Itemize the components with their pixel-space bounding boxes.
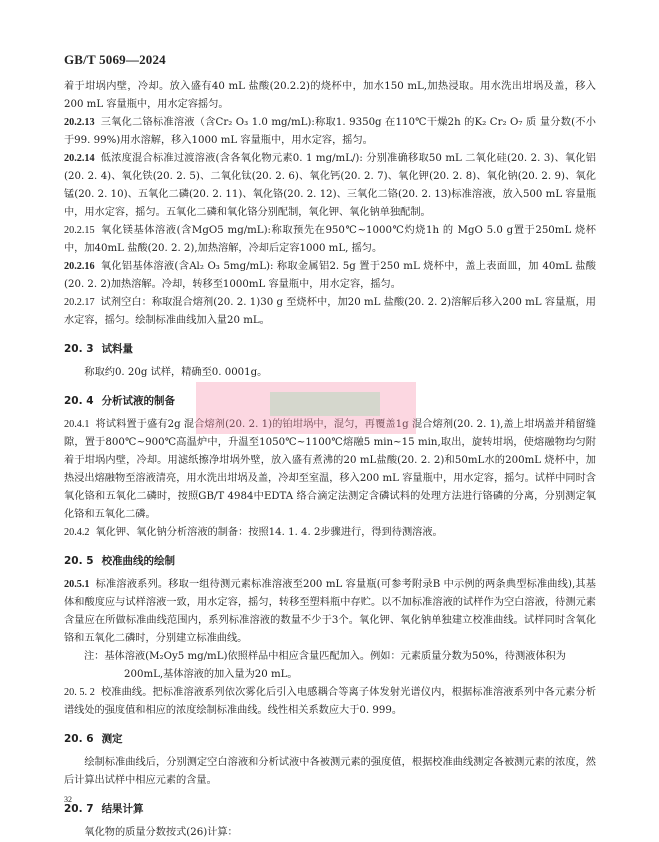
clause-number: 20.5.1 (64, 579, 90, 590)
clause-number: 20.4.1 (64, 419, 90, 430)
clause-number: 20.2.14 (64, 153, 95, 164)
clause-item (64, 258, 596, 294)
clause-item (64, 294, 596, 330)
clause-item (64, 114, 596, 150)
clause-text: 氧化镁基体溶液(含MgO5 mg/mL):称取预先在950℃~1000℃灼烧1h 的 MgO 5.0 g置于250mL 烧杯中，加40mL 盐酸(20. 2. 2),加热溶解，冷却后定容1000 mL, 摇匀。 (64, 225, 596, 254)
section-number: 20. 6 (64, 733, 94, 745)
document-body (64, 78, 596, 842)
clause-text: 将试料置于盛有2g 混合熔剂(20. 2. 1)的铂坩埚中，混匀，再覆盖1g 混合熔剂(20. 2. 1),盖上坩埚盖并稍留缝隙，置于800℃~900℃高温炉中，升温至1050℃~1100℃熔融5 min~15 min,取出，旋转坩埚，使熔融物均匀附着于坩埚内壁，冷却。用滤纸擦净坩埚外壁，放入盛有煮沸的20 mL盐酸(20. 2. 2)和50mL水的200mL 烧杯中，加热浸出熔融物至溶液清亮，用水洗出坩埚及盖，冷却至室温，移入200 mL 容量瓶中，用水定容，摇匀。试样中同时含氧化铬和五氧化二磷时，按照GB/T 4984中EDTA 络合滴定法测定含磷试料的处理方法进行铬磷的分离，分别测定氧化铬和五氧化二磷。 (64, 419, 596, 520)
page-number: 32 (64, 795, 72, 804)
section-number: 20. 3 (64, 343, 94, 355)
section-20-7-text: 氧化物的质量分数按式(26)计算： (84, 827, 238, 838)
section-title: 校准曲线的绘制 (101, 555, 176, 567)
clause-number: 20.2.16 (64, 261, 95, 272)
section-20-6-text: 绘制标准曲线后，分别测定空白溶液和分析试液中各被测元素的强度值，根据校准曲线测定各被测元素的浓度，然后计算出试样中相应元素的含量。 (64, 757, 596, 786)
section-heading-20-6 (64, 730, 596, 748)
clause-number: 20. 5. 2 (64, 687, 95, 698)
clause-text: 校准曲线。把标准溶液系列依次雾化后引入电感耦合等离子体发射光谱仪内，根据标准溶液系列中各元素分析谱线处的强度值和相应的浓度绘制标准曲线。线性相关系数应大于0. 999。 (64, 687, 597, 716)
clause-20-4-2 (64, 524, 596, 542)
section-number: 20. 4 (64, 395, 94, 407)
clause-number: 20.2.15 (64, 225, 95, 236)
section-title: 结果计算 (101, 803, 144, 815)
section-heading-20-5 (64, 552, 596, 570)
clause-text: 氧化钾、氧化钠分析溶液的制备：按照14. 1. 4. 2步骤进行，得到待测溶液。 (95, 527, 443, 538)
section-title: 分析试液的制备 (101, 395, 176, 407)
section-20-3-text: 称取约0. 20g 试样，精确至0. 0001g。 (84, 367, 268, 378)
note-20-5-1-cont: 200mL,基体溶液的加入量为20 mL。 (124, 669, 298, 680)
section-heading-20-7 (64, 800, 596, 818)
section-number: 20. 7 (64, 803, 94, 815)
clause-20-5-1 (64, 576, 596, 648)
clause-20-5-2 (64, 684, 596, 720)
note-20-5-1: 注：基体溶液(M₂Oy5 mg/mL)依照样品中相应含量匹配加入。例如：元素质量分数为50%，待测液体积为 (84, 651, 566, 662)
clause-text: 氧化铝基体溶液(含Al₂ O₃ 5mg/mL): 称取金属铝2. 5g 置于250 mL 烧杯中，盖上表面皿，加 40mL 盐酸(20. 2. 2)加热溶解。冷却，转移至1000mL 容量瓶中，用水定容，摇匀。 (64, 261, 596, 290)
clause-number: 20.4.2 (64, 527, 90, 538)
section-heading-20-4 (64, 392, 596, 410)
section-number: 20. 5 (64, 555, 94, 567)
clause-number: 20.2.17 (64, 297, 95, 308)
clause-item (64, 150, 596, 222)
section-title: 测定 (101, 733, 123, 745)
clause-text: 三氧化二铬标准溶液（含Cr₂ O₃ 1.0 mg/mL):称取1. 9350g 在110℃干燥2h 的K₂ Cr₂ O₇ 质 量分数(不小于99. 99%)用水溶解，移入1000 mL 容量瓶中，用水定容，摇匀。 (64, 117, 596, 146)
clause-text: 标准溶液系列。移取一组待测元素标准溶液至200 mL 容量瓶(可参考附录B 中示例的两条典型标准曲线),其基体和酸度应与试样溶液一致，用水定容，摇匀，转移至塑料瓶中存贮。以不加标准溶液的试样作为空白溶液，待测元素含量应在所做标准曲线范围内，系列标准溶液的数量不少于3个。氧化钾、氧化钠单独建立校准曲线。试样同时含氧化铬和五氧化二磷时，分别建立标准曲线。 (64, 579, 596, 644)
intro-paragraph: 着于坩埚内壁，冷却。放入盛有40 mL 盐酸(20.2.2)的烧杯中，加水150 mL,加热浸取。用水洗出坩埚及盖，移入200 mL 容量瓶中，用水定容摇匀。 (64, 81, 596, 110)
clause-number: 20.2.13 (64, 117, 95, 128)
clause-item (64, 222, 596, 258)
clause-text: 低浓度混合标准过渡溶液(含各氧化物元素0. 1 mg/mL/): 分别准确移取50 mL 二氧化硅(20. 2. 3)、氧化铝(20. 2. 4)、氧化铁(20. 2. 5)、二氧化钛(20. 2. 6)、氧化钙(20. 2. 7)、氧化钾(20. 2. 8)、氧化钠(20. 2. 9)、氧化锰(20. 2. 10)、五氧化二磷(20. 2. 11)、氧化铬(20. 2. 12)、三氧化二铬(20. 2. 13)标准溶液，放入500 mL 容量瓶中，用水定容，摇匀。五氧化二磷和氧化铬分别配制，氧化钾、氧化钠单独配制。 (64, 153, 596, 218)
reagent-clauses (64, 114, 596, 330)
standard-header: GB/T 5069—2024 (64, 52, 166, 67)
section-heading-20-3 (64, 340, 596, 358)
clause-text: 试剂空白：称取混合熔剂(20. 2. 1)30 g 至烧杯中，加20 mL 盐酸(20. 2. 2)溶解后移入200 mL 容量瓶，用水定容，摇匀。绘制标准曲线加入量20 mL。 (64, 297, 596, 326)
clause-20-4-1 (64, 416, 596, 524)
section-title: 试料量 (101, 343, 134, 355)
